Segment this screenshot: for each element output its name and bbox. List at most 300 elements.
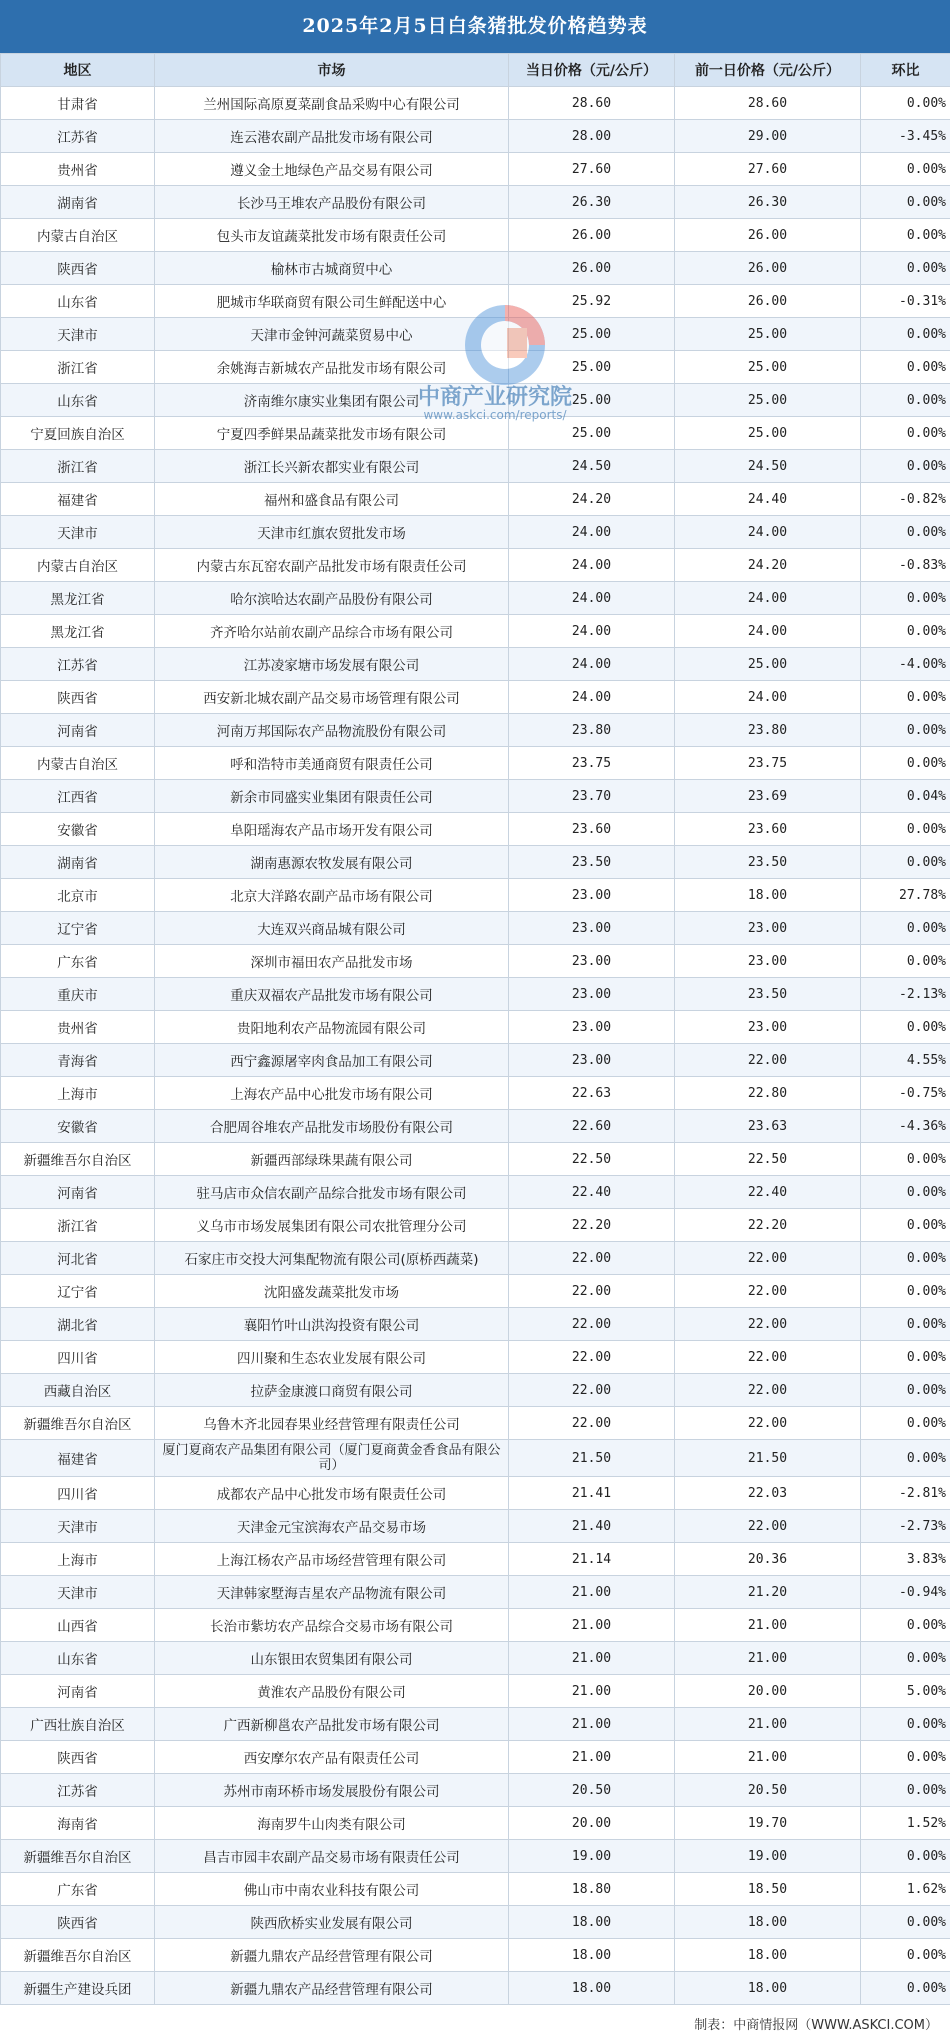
table-row <box>1 747 950 780</box>
cell-previous-price: 24.40 <box>675 483 861 516</box>
cell-today-price: 24.00 <box>509 648 675 681</box>
cell-market: 连云港农副产品批发市场有限公司 <box>155 120 509 153</box>
cell-change: 0.00% <box>861 1242 950 1275</box>
cell-change: 0.00% <box>861 351 950 384</box>
cell-market: 新疆西部绿珠果蔬有限公司 <box>155 1143 509 1176</box>
cell-today-price: 25.00 <box>509 384 675 417</box>
cell-market: 阜阳瑶海农产品市场开发有限公司 <box>155 813 509 846</box>
table-row <box>1 1807 950 1840</box>
table-row <box>1 648 950 681</box>
cell-region: 陕西省 <box>1 252 155 285</box>
cell-region: 河南省 <box>1 1176 155 1209</box>
table-row <box>1 351 950 384</box>
cell-previous-price: 27.60 <box>675 153 861 186</box>
cell-market: 齐齐哈尔站前农副产品综合市场有限公司 <box>155 615 509 648</box>
cell-today-price: 26.00 <box>509 219 675 252</box>
cell-today-price: 23.60 <box>509 813 675 846</box>
cell-market: 深圳市福田农产品批发市场 <box>155 945 509 978</box>
cell-market: 新余市同盛实业集团有限责任公司 <box>155 780 509 813</box>
cell-change: 0.00% <box>861 714 950 747</box>
cell-previous-price: 22.00 <box>675 1407 861 1440</box>
cell-today-price: 25.00 <box>509 351 675 384</box>
cell-previous-price: 22.00 <box>675 1308 861 1341</box>
cell-previous-price: 20.00 <box>675 1675 861 1708</box>
cell-change: 1.52% <box>861 1807 950 1840</box>
table-row <box>1 1906 950 1939</box>
cell-previous-price: 22.40 <box>675 1176 861 1209</box>
cell-region: 新疆生产建设兵团 <box>1 1972 155 2005</box>
cell-region: 广东省 <box>1 1873 155 1906</box>
cell-today-price: 24.00 <box>509 615 675 648</box>
cell-previous-price: 18.00 <box>675 1939 861 1972</box>
cell-region: 新疆维吾尔自治区 <box>1 1143 155 1176</box>
cell-today-price: 21.00 <box>509 1642 675 1675</box>
cell-today-price: 22.00 <box>509 1374 675 1407</box>
cell-previous-price: 20.36 <box>675 1543 861 1576</box>
table-row <box>1 153 950 186</box>
cell-previous-price: 24.00 <box>675 516 861 549</box>
cell-previous-price: 23.80 <box>675 714 861 747</box>
cell-change: 0.00% <box>861 1906 950 1939</box>
cell-change: -2.73% <box>861 1510 950 1543</box>
cell-region: 山西省 <box>1 1609 155 1642</box>
cell-today-price: 23.75 <box>509 747 675 780</box>
cell-change: 0.00% <box>861 1642 950 1675</box>
cell-market: 呼和浩特市美通商贸有限责任公司 <box>155 747 509 780</box>
cell-region: 上海市 <box>1 1543 155 1576</box>
cell-previous-price: 22.00 <box>675 1510 861 1543</box>
cell-region: 湖南省 <box>1 186 155 219</box>
cell-region: 河南省 <box>1 1675 155 1708</box>
cell-change: 0.00% <box>861 1440 950 1477</box>
cell-today-price: 21.00 <box>509 1675 675 1708</box>
cell-market: 乌鲁木齐北园春果业经营管理有限责任公司 <box>155 1407 509 1440</box>
table-row <box>1 1110 950 1143</box>
cell-previous-price: 22.50 <box>675 1143 861 1176</box>
cell-region: 江西省 <box>1 780 155 813</box>
cell-region: 新疆维吾尔自治区 <box>1 1840 155 1873</box>
cell-change: 0.00% <box>861 945 950 978</box>
table-row <box>1 1077 950 1110</box>
table-row <box>1 978 950 1011</box>
cell-previous-price: 23.00 <box>675 1011 861 1044</box>
cell-change: 0.00% <box>861 1341 950 1374</box>
cell-today-price: 20.00 <box>509 1807 675 1840</box>
cell-previous-price: 25.00 <box>675 351 861 384</box>
cell-market: 佛山市中南农业科技有限公司 <box>155 1873 509 1906</box>
cell-today-price: 28.60 <box>509 87 675 120</box>
cell-region: 陕西省 <box>1 681 155 714</box>
cell-previous-price: 18.00 <box>675 1972 861 2005</box>
cell-change: 0.00% <box>861 813 950 846</box>
cell-market: 西安摩尔农产品有限责任公司 <box>155 1741 509 1774</box>
cell-change: 0.00% <box>861 516 950 549</box>
cell-previous-price: 23.60 <box>675 813 861 846</box>
cell-today-price: 24.20 <box>509 483 675 516</box>
cell-region: 北京市 <box>1 879 155 912</box>
table-row <box>1 186 950 219</box>
cell-today-price: 18.00 <box>509 1939 675 1972</box>
cell-previous-price: 25.00 <box>675 384 861 417</box>
cell-region: 浙江省 <box>1 351 155 384</box>
cell-change: 0.00% <box>861 1840 950 1873</box>
cell-change: 0.00% <box>861 582 950 615</box>
cell-previous-price: 26.00 <box>675 219 861 252</box>
cell-region: 天津市 <box>1 516 155 549</box>
cell-change: 0.00% <box>861 1308 950 1341</box>
column-header-previous-price: 前一日价格（元/公斤） <box>675 54 861 87</box>
cell-market: 新疆九鼎农产品经营管理有限公司 <box>155 1972 509 2005</box>
cell-change: 0.00% <box>861 912 950 945</box>
cell-previous-price: 18.50 <box>675 1873 861 1906</box>
cell-region: 宁夏回族自治区 <box>1 417 155 450</box>
cell-today-price: 23.00 <box>509 879 675 912</box>
cell-today-price: 27.60 <box>509 153 675 186</box>
cell-region: 浙江省 <box>1 1209 155 1242</box>
cell-region: 浙江省 <box>1 450 155 483</box>
cell-today-price: 28.00 <box>509 120 675 153</box>
cell-change: 0.00% <box>861 1708 950 1741</box>
cell-region: 河南省 <box>1 714 155 747</box>
column-header-region: 地区 <box>1 54 155 87</box>
cell-region: 四川省 <box>1 1341 155 1374</box>
table-row <box>1 252 950 285</box>
table-row <box>1 1840 950 1873</box>
cell-region: 新疆维吾尔自治区 <box>1 1407 155 1440</box>
cell-change: 1.62% <box>861 1873 950 1906</box>
cell-region: 天津市 <box>1 1576 155 1609</box>
cell-market: 北京大洋路农副产品市场有限公司 <box>155 879 509 912</box>
table-row <box>1 1242 950 1275</box>
cell-market: 长治市紫坊农产品综合交易市场有限公司 <box>155 1609 509 1642</box>
cell-change: -0.75% <box>861 1077 950 1110</box>
cell-market: 上海农产品中心批发市场有限公司 <box>155 1077 509 1110</box>
table-row <box>1 846 950 879</box>
cell-today-price: 22.40 <box>509 1176 675 1209</box>
cell-region: 甘肃省 <box>1 87 155 120</box>
cell-today-price: 24.00 <box>509 549 675 582</box>
cell-change: 0.00% <box>861 1374 950 1407</box>
table-row <box>1 1543 950 1576</box>
cell-today-price: 25.92 <box>509 285 675 318</box>
cell-today-price: 24.00 <box>509 516 675 549</box>
cell-market: 上海江杨农产品市场经营管理有限公司 <box>155 1543 509 1576</box>
cell-market: 重庆双福农产品批发市场有限公司 <box>155 978 509 1011</box>
cell-market: 山东银田农贸集团有限公司 <box>155 1642 509 1675</box>
cell-market: 成都农产品中心批发市场有限责任公司 <box>155 1477 509 1510</box>
source-note: 制表：中商情报网（WWW.ASKCI.COM） <box>694 2018 938 2033</box>
cell-region: 上海市 <box>1 1077 155 1110</box>
cell-change: 0.00% <box>861 846 950 879</box>
cell-previous-price: 23.63 <box>675 1110 861 1143</box>
cell-previous-price: 25.00 <box>675 648 861 681</box>
table-row <box>1 1209 950 1242</box>
cell-region: 江苏省 <box>1 120 155 153</box>
cell-previous-price: 22.80 <box>675 1077 861 1110</box>
cell-change: 3.83% <box>861 1543 950 1576</box>
table-row <box>1 1741 950 1774</box>
cell-change: 0.00% <box>861 615 950 648</box>
cell-region: 西藏自治区 <box>1 1374 155 1407</box>
cell-previous-price: 22.00 <box>675 1044 861 1077</box>
cell-today-price: 21.41 <box>509 1477 675 1510</box>
cell-previous-price: 24.50 <box>675 450 861 483</box>
cell-change: -0.83% <box>861 549 950 582</box>
cell-region: 内蒙古自治区 <box>1 219 155 252</box>
cell-previous-price: 24.00 <box>675 615 861 648</box>
cell-change: 0.00% <box>861 1741 950 1774</box>
cell-market: 天津市红旗农贸批发市场 <box>155 516 509 549</box>
table-row <box>1 1873 950 1906</box>
cell-previous-price: 26.00 <box>675 252 861 285</box>
cell-today-price: 18.80 <box>509 1873 675 1906</box>
cell-previous-price: 21.00 <box>675 1609 861 1642</box>
cell-market: 石家庄市交投大河集配物流有限公司(原桥西蔬菜) <box>155 1242 509 1275</box>
cell-market: 天津金元宝滨海农产品交易市场 <box>155 1510 509 1543</box>
cell-change: -0.94% <box>861 1576 950 1609</box>
header-row <box>1 54 950 87</box>
cell-change: 0.00% <box>861 1011 950 1044</box>
table-row <box>1 945 950 978</box>
table-row <box>1 1341 950 1374</box>
cell-region: 陕西省 <box>1 1741 155 1774</box>
cell-previous-price: 26.30 <box>675 186 861 219</box>
cell-previous-price: 24.00 <box>675 582 861 615</box>
table-row <box>1 780 950 813</box>
cell-market: 黄淮农产品股份有限公司 <box>155 1675 509 1708</box>
cell-region: 青海省 <box>1 1044 155 1077</box>
table-row <box>1 1774 950 1807</box>
cell-region: 重庆市 <box>1 978 155 1011</box>
cell-previous-price: 23.00 <box>675 945 861 978</box>
cell-today-price: 22.00 <box>509 1341 675 1374</box>
cell-change: -0.31% <box>861 285 950 318</box>
cell-change: 27.78% <box>861 879 950 912</box>
cell-today-price: 19.00 <box>509 1840 675 1873</box>
cell-today-price: 21.00 <box>509 1741 675 1774</box>
cell-previous-price: 23.50 <box>675 978 861 1011</box>
table-row <box>1 615 950 648</box>
cell-today-price: 20.50 <box>509 1774 675 1807</box>
table-row <box>1 1275 950 1308</box>
table-row <box>1 1440 950 1477</box>
cell-previous-price: 23.00 <box>675 912 861 945</box>
cell-region: 山东省 <box>1 285 155 318</box>
table-row <box>1 714 950 747</box>
table-row <box>1 1044 950 1077</box>
cell-previous-price: 18.00 <box>675 879 861 912</box>
cell-today-price: 25.00 <box>509 417 675 450</box>
table-row <box>1 1939 950 1972</box>
cell-change: 0.00% <box>861 1275 950 1308</box>
cell-market: 河南万邦国际农产品物流股份有限公司 <box>155 714 509 747</box>
cell-market: 长沙马王堆农产品股份有限公司 <box>155 186 509 219</box>
cell-today-price: 22.63 <box>509 1077 675 1110</box>
table-row <box>1 1011 950 1044</box>
table-row <box>1 450 950 483</box>
cell-change: -4.36% <box>861 1110 950 1143</box>
cell-today-price: 23.00 <box>509 978 675 1011</box>
column-header-today-price: 当日价格（元/公斤） <box>509 54 675 87</box>
table-row <box>1 516 950 549</box>
table-row <box>1 813 950 846</box>
cell-today-price: 21.40 <box>509 1510 675 1543</box>
cell-market: 昌吉市园丰农副产品交易市场有限责任公司 <box>155 1840 509 1873</box>
cell-today-price: 23.80 <box>509 714 675 747</box>
cell-change: -4.00% <box>861 648 950 681</box>
price-table <box>0 53 950 2005</box>
cell-previous-price: 19.00 <box>675 1840 861 1873</box>
cell-today-price: 21.00 <box>509 1708 675 1741</box>
cell-market: 浙江长兴新农都实业有限公司 <box>155 450 509 483</box>
cell-market: 合肥周谷堆农产品批发市场股份有限公司 <box>155 1110 509 1143</box>
cell-today-price: 18.00 <box>509 1972 675 2005</box>
cell-previous-price: 28.60 <box>675 87 861 120</box>
watermark-text: 中商产业研究院 <box>417 385 572 410</box>
table-row <box>1 483 950 516</box>
cell-market: 天津韩家墅海吉星农产品物流有限公司 <box>155 1576 509 1609</box>
cell-market: 大连双兴商品城有限公司 <box>155 912 509 945</box>
cell-region: 河北省 <box>1 1242 155 1275</box>
cell-previous-price: 23.75 <box>675 747 861 780</box>
table-row <box>1 1972 950 2005</box>
cell-market: 余姚海吉新城农产品批发市场有限公司 <box>155 351 509 384</box>
cell-change: 0.00% <box>861 318 950 351</box>
cell-previous-price: 24.20 <box>675 549 861 582</box>
cell-region: 广西壮族自治区 <box>1 1708 155 1741</box>
cell-today-price: 21.00 <box>509 1609 675 1642</box>
table-row <box>1 285 950 318</box>
cell-today-price: 26.30 <box>509 186 675 219</box>
column-header-market: 市场 <box>155 54 509 87</box>
table-row <box>1 219 950 252</box>
cell-change: 0.00% <box>861 1209 950 1242</box>
cell-today-price: 21.14 <box>509 1543 675 1576</box>
column-header-change: 环比 <box>861 54 950 87</box>
cell-market: 苏州市南环桥市场发展股份有限公司 <box>155 1774 509 1807</box>
table-row <box>1 1407 950 1440</box>
cell-previous-price: 21.00 <box>675 1708 861 1741</box>
cell-previous-price: 25.00 <box>675 417 861 450</box>
cell-region: 海南省 <box>1 1807 155 1840</box>
cell-previous-price: 22.00 <box>675 1341 861 1374</box>
cell-today-price: 23.00 <box>509 945 675 978</box>
cell-region: 新疆维吾尔自治区 <box>1 1939 155 1972</box>
cell-change: 0.00% <box>861 1939 950 1972</box>
cell-region: 内蒙古自治区 <box>1 549 155 582</box>
table-row <box>1 1510 950 1543</box>
cell-change: 0.00% <box>861 450 950 483</box>
cell-today-price: 22.00 <box>509 1242 675 1275</box>
cell-today-price: 25.00 <box>509 318 675 351</box>
cell-change: -2.81% <box>861 1477 950 1510</box>
table-row <box>1 1576 950 1609</box>
cell-market: 包头市友谊蔬菜批发市场有限责任公司 <box>155 219 509 252</box>
cell-today-price: 22.50 <box>509 1143 675 1176</box>
cell-change: 0.00% <box>861 747 950 780</box>
cell-change: 0.00% <box>861 1609 950 1642</box>
cell-market: 兰州国际高原夏菜副食品采购中心有限公司 <box>155 87 509 120</box>
cell-region: 贵州省 <box>1 1011 155 1044</box>
table-row <box>1 1708 950 1741</box>
cell-previous-price: 21.00 <box>675 1741 861 1774</box>
table-row <box>1 582 950 615</box>
table-row <box>1 1143 950 1176</box>
cell-change: 4.55% <box>861 1044 950 1077</box>
cell-previous-price: 24.00 <box>675 681 861 714</box>
cell-region: 贵州省 <box>1 153 155 186</box>
cell-change: 0.00% <box>861 1774 950 1807</box>
cell-region: 湖北省 <box>1 1308 155 1341</box>
cell-region: 江苏省 <box>1 648 155 681</box>
cell-today-price: 23.00 <box>509 1011 675 1044</box>
table-row <box>1 318 950 351</box>
cell-today-price: 22.00 <box>509 1407 675 1440</box>
cell-change: -0.82% <box>861 483 950 516</box>
cell-change: 0.00% <box>861 252 950 285</box>
cell-region: 山东省 <box>1 384 155 417</box>
cell-change: 0.04% <box>861 780 950 813</box>
cell-today-price: 22.60 <box>509 1110 675 1143</box>
cell-region: 陕西省 <box>1 1906 155 1939</box>
table-row <box>1 879 950 912</box>
cell-change: -3.45% <box>861 120 950 153</box>
cell-today-price: 23.00 <box>509 912 675 945</box>
cell-region: 山东省 <box>1 1642 155 1675</box>
cell-market: 天津市金钟河蔬菜贸易中心 <box>155 318 509 351</box>
cell-market: 遵义金土地绿色产品交易有限公司 <box>155 153 509 186</box>
cell-market: 哈尔滨哈达农副产品股份有限公司 <box>155 582 509 615</box>
cell-previous-price: 22.00 <box>675 1242 861 1275</box>
table-row <box>1 120 950 153</box>
cell-previous-price: 21.00 <box>675 1642 861 1675</box>
cell-change: 0.00% <box>861 1972 950 2005</box>
cell-market: 驻马店市众信农副产品综合批发市场有限公司 <box>155 1176 509 1209</box>
table-row <box>1 1308 950 1341</box>
cell-change: 0.00% <box>861 1407 950 1440</box>
table-row <box>1 1642 950 1675</box>
cell-change: -2.13% <box>861 978 950 1011</box>
table-row <box>1 1675 950 1708</box>
cell-market: 海南罗牛山肉类有限公司 <box>155 1807 509 1840</box>
cell-market: 厦门夏商农产品集团有限公司（厦门夏商黄金香食品有限公司） <box>155 1440 509 1477</box>
table-row <box>1 549 950 582</box>
cell-market: 肥城市华联商贸有限公司生鲜配送中心 <box>155 285 509 318</box>
cell-region: 湖南省 <box>1 846 155 879</box>
cell-change: 0.00% <box>861 681 950 714</box>
cell-today-price: 26.00 <box>509 252 675 285</box>
cell-change: 0.00% <box>861 384 950 417</box>
cell-today-price: 21.50 <box>509 1440 675 1477</box>
table-row <box>1 912 950 945</box>
cell-change: 0.00% <box>861 219 950 252</box>
cell-market: 拉萨金康渡口商贸有限公司 <box>155 1374 509 1407</box>
cell-market: 湖南惠源农牧发展有限公司 <box>155 846 509 879</box>
cell-market: 济南维尔康实业集团有限公司 <box>155 384 509 417</box>
cell-market: 贵阳地利农产品物流园有限公司 <box>155 1011 509 1044</box>
cell-market: 四川聚和生态农业发展有限公司 <box>155 1341 509 1374</box>
cell-region: 安徽省 <box>1 813 155 846</box>
cell-region: 内蒙古自治区 <box>1 747 155 780</box>
cell-region: 天津市 <box>1 318 155 351</box>
cell-market: 西宁鑫源屠宰肉食品加工有限公司 <box>155 1044 509 1077</box>
cell-market: 广西新柳邕农产品批发市场有限公司 <box>155 1708 509 1741</box>
cell-today-price: 23.50 <box>509 846 675 879</box>
cell-today-price: 22.20 <box>509 1209 675 1242</box>
cell-market: 新疆九鼎农产品经营管理有限公司 <box>155 1939 509 1972</box>
cell-previous-price: 26.00 <box>675 285 861 318</box>
table-row <box>1 87 950 120</box>
